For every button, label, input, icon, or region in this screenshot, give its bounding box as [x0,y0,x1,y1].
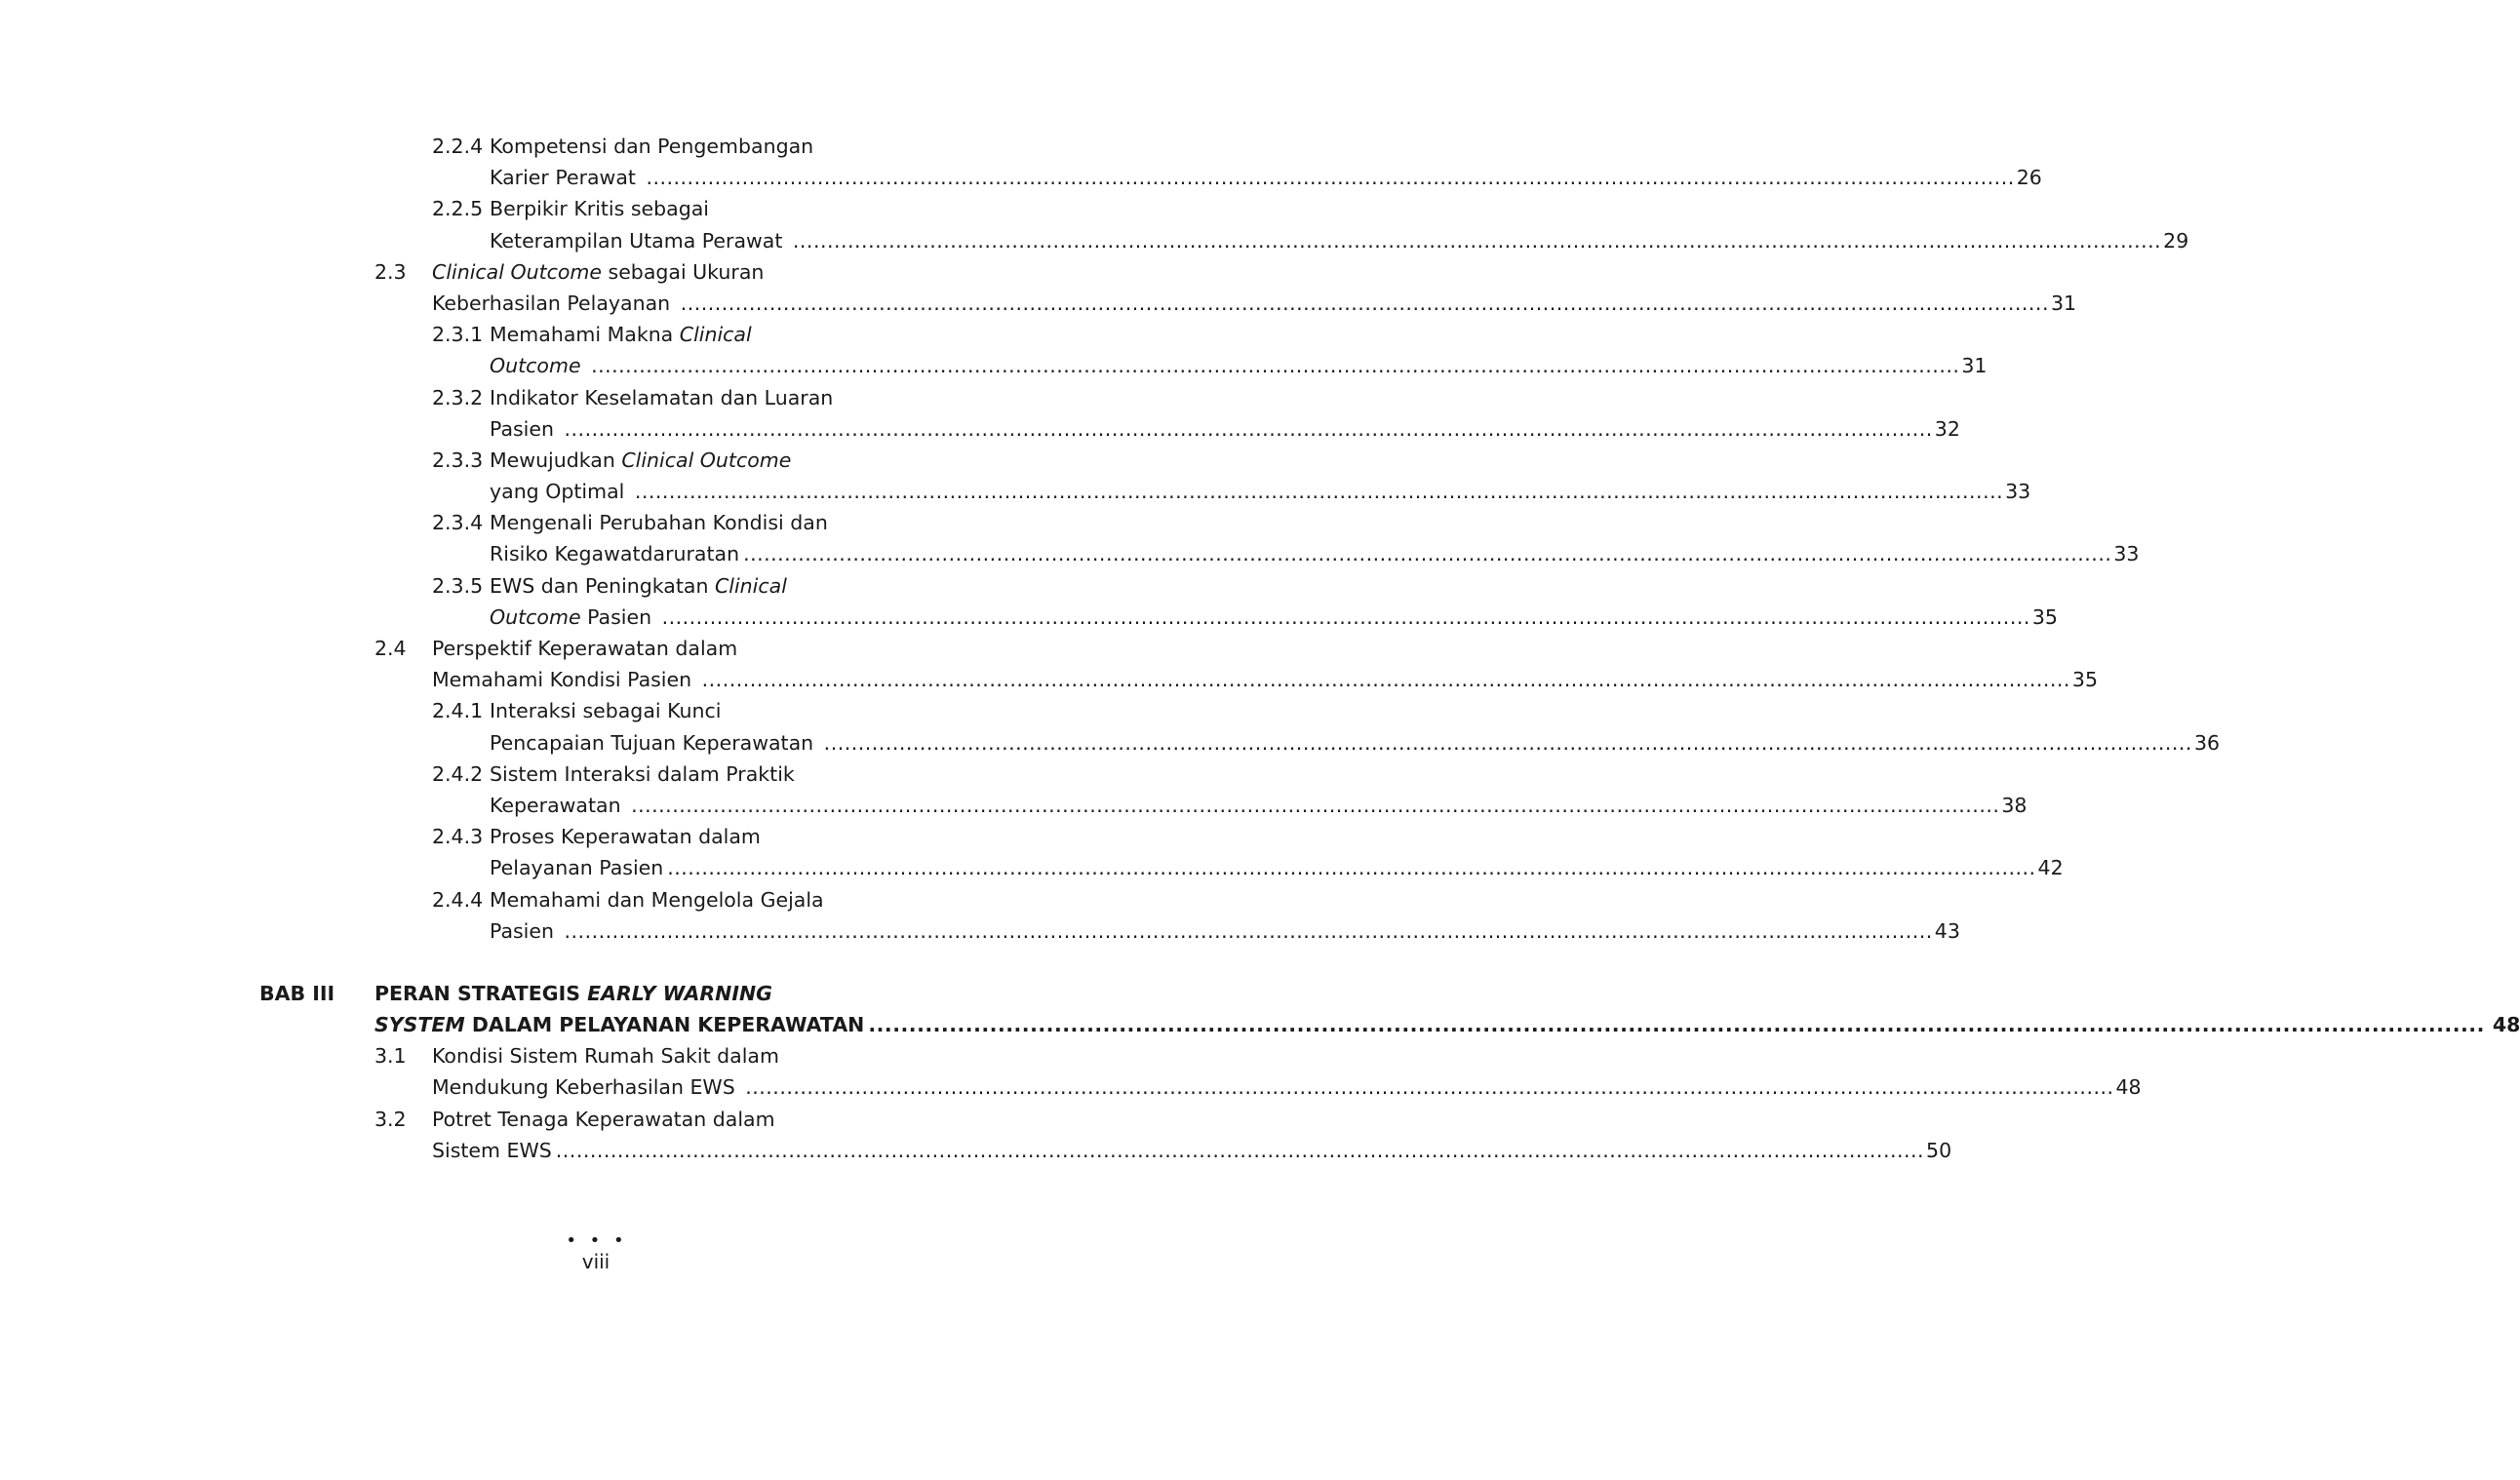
dot-leader: ........................................................................................................................................................................................................ [564,416,1933,441]
title-segment: Keberhasilan Pelayanan [432,291,677,315]
title-segment [581,354,588,377]
toc-entry-number: 2.4 [374,637,407,660]
toc-page-number: 48 [2115,1075,2142,1100]
toc-entry[interactable] [0,821,2064,883]
title-segment: Pasien [490,918,561,943]
toc-page-number: 36 [2193,730,2221,755]
toc-entry[interactable] [0,570,2058,633]
title-segment: Mengenali Perubahan Kondisi dan [490,511,828,535]
toc-entry[interactable] [0,193,2189,255]
toc-entry[interactable] [0,978,2520,1040]
title-segment: Kompetensi dan Pengembangan [490,135,814,158]
toc-entry-number: 2.4.1 [432,699,484,723]
toc-entry-number: BAB III [259,981,335,1005]
toc-entry-title-continued [490,727,820,759]
toc-entry-number: 2.4.3 [432,825,484,849]
toc-entry-number: 2.3.1 [432,323,484,347]
dot-leader: ........................................................................................................................................................................................................ [667,856,2036,880]
toc-entry-number: 2.2.5 [432,197,484,221]
toc-entry-title [490,884,824,915]
title-segment: Memahami Kondisi Pasien [432,668,698,692]
toc-entry-number: 2.4.4 [432,887,484,912]
toc-entry-title [490,695,721,726]
toc-entry[interactable] [0,382,1960,445]
title-segment: Proses Keperawatan dalam [490,825,761,849]
dot-leader: ........................................................................................................................................................................................................ [868,1013,2485,1037]
toc-entry-number: 2.3.3 [432,448,484,472]
toc-entry-title-continued [490,852,663,883]
toc-entry-number: 3.1 [374,1044,407,1069]
toc-entry[interactable] [0,884,1960,947]
toc-entry-leader-line [490,225,2189,256]
toc-entry-number: 2.3 [374,259,407,284]
toc-entry-title-continued [490,413,561,445]
title-segment: Memahami Makna [490,323,680,347]
toc-entry-leader-line [490,915,1960,947]
toc-entry-title [490,570,787,602]
title-segment: DALAM PELAYANAN KEPERAWATAN [464,1013,865,1037]
toc-page-number: 33 [2113,542,2140,566]
toc-page-number: 31 [1961,354,1988,378]
toc-entry-title [490,759,795,790]
section-gap [0,947,1048,978]
toc-page-number: 35 [2071,668,2099,692]
table-of-contents [0,131,2520,1166]
toc-entry-leader-line [432,1135,1952,1166]
toc-entry-leader-line [432,288,2077,319]
toc-entry-leader-line [490,602,2058,633]
dot-leader: ........................................................................................................................................................................................................ [555,1138,1925,1162]
toc-entry-title-continued [432,1135,552,1166]
toc-entry-number: 2.2.4 [432,135,484,158]
toc-entry-leader-line [490,413,1960,445]
dot-leader: ........................................................................................................................................................................................................ [661,604,2030,629]
title-segment: yang Optimal [490,480,631,504]
toc-entry-leader-line [490,852,2064,883]
title-segment: Berpikir Kritis sebagai [490,197,709,221]
toc-page-number: 38 [2001,793,2028,817]
footer-ornament: • • • [566,1230,628,1251]
title-segment: Mewujudkan [490,448,622,472]
toc-entry[interactable] [0,445,2031,507]
dot-leader: ........................................................................................................................................................................................................ [680,291,2049,315]
toc-entry-number: 2.3.5 [432,573,484,598]
dot-leader: ........................................................................................................................................................................................................ [823,730,2192,755]
title-segment: Keterampilan Utama Perawat [490,228,789,253]
title-segment: Risiko Kegawatdaruratan [490,542,740,566]
toc-entry-number: 2.3.2 [432,385,484,409]
toc-entry-leader-line [490,790,2028,821]
title-segment: Clinical Outcome [432,259,602,284]
title-segment: Pasien [580,604,658,629]
toc-page-number: 50 [1926,1138,1952,1162]
title-segment: Indikator Keselamatan dan Luaran [490,385,834,409]
toc-entry-leader-line [490,162,2042,193]
dot-leader: ........................................................................................................................................................................................................ [634,480,2004,504]
toc-entry[interactable] [0,1040,2142,1103]
toc-entry-title-continued [432,288,677,319]
title-segment: Keperawatan [490,793,628,817]
toc-entry-title [490,445,791,476]
toc-entry-title-continued [490,602,658,633]
toc-entry[interactable] [0,695,2221,758]
title-segment: Clinical [714,573,787,598]
toc-page-number: 48 [2492,1013,2520,1037]
toc-entry[interactable] [0,1104,1952,1166]
toc-entry-leader-line [490,538,2140,569]
toc-entry-leader-line [432,1071,2142,1103]
title-segment: Perspektif Keperawatan dalam [432,637,738,660]
toc-entry[interactable] [0,507,2140,569]
toc-entry[interactable] [0,131,2042,193]
toc-entry[interactable] [0,759,2028,821]
title-segment: Pasien [490,416,561,441]
title-segment: Pelayanan Pasien [490,856,664,880]
toc-entry-title-continued [490,790,627,821]
toc-entry-leader-line [374,1009,2520,1040]
dot-leader: ........................................................................................................................................................................................................ [646,166,2015,190]
title-segment: SYSTEM [374,1013,465,1037]
dot-leader: ........................................................................................................................................................................................................ [591,354,1960,378]
toc-page-number: 26 [2016,166,2042,190]
toc-entry-number: 2.4.2 [432,761,484,786]
toc-entry-title-continued [432,1071,741,1103]
toc-entry-title [432,256,764,288]
title-segment: Potret Tenaga Keperawatan dalam [432,1107,775,1131]
toc-entry-title [374,978,772,1009]
dot-leader: ........................................................................................................................................................................................................ [792,228,2162,253]
toc-entry-title [432,633,737,664]
title-segment: Outcome [490,354,581,378]
title-segment: Mendukung Keberhasilan EWS [432,1075,742,1100]
toc-page-number: 42 [2037,856,2064,880]
toc-page-number: 31 [2050,291,2077,315]
title-segment: Interaksi sebagai Kunci [490,699,722,723]
dot-leader: ........................................................................................................................................................................................................ [745,1075,2114,1100]
toc-entry-title [490,382,833,413]
toc-entry-title-continued [490,225,789,256]
title-segment: Pencapaian Tujuan Keperawatan [490,730,820,755]
title-segment: Kondisi Sistem Rumah Sakit dalam [432,1044,779,1069]
title-segment: Clinical Outcome [621,448,792,472]
dot-leader: ........................................................................................................................................................................................................ [631,793,2000,817]
toc-entry-title [490,193,709,224]
toc-entry-title-continued [432,664,698,695]
toc-entry-number: 2.3.4 [432,511,484,535]
title-segment: EARLY WARNING [587,981,772,1005]
title-segment: sebagai Ukuran [602,259,765,284]
toc-page-number: 29 [2163,228,2189,253]
toc-entry-title [490,507,828,538]
toc-entry[interactable] [0,319,1988,381]
toc-page-number: 35 [2031,604,2058,629]
dot-leader: ........................................................................................................................................................................................................ [743,542,2112,566]
toc-entry-leader-line [432,664,2099,695]
toc-entry-title-continued [490,162,642,193]
toc-entry-title-continued [490,476,631,507]
toc-entry-leader-line [490,350,1988,381]
title-segment: EWS dan Peningkatan [490,573,715,598]
toc-entry-title-continued [374,1009,864,1040]
title-segment: Sistem Interaksi dalam Praktik [490,761,795,786]
title-segment: PERAN STRATEGIS [374,981,588,1005]
toc-entry[interactable] [0,256,2077,319]
dot-leader: ........................................................................................................................................................................................................ [564,918,1933,943]
toc-page-number: 33 [2005,480,2031,504]
title-segment: Memahami dan Mengelola Gejala [490,887,824,912]
title-segment: Karier Perawat [490,166,643,190]
title-segment: Outcome [490,604,581,629]
toc-entry-title-continued [490,915,561,947]
dot-leader: ........................................................................................................................................................................................................ [701,668,2070,692]
toc-entry-title [490,131,813,162]
toc-page-number: 32 [1934,416,1960,441]
toc-entry-leader-line [490,727,2221,759]
toc-entry-number: 3.2 [374,1107,407,1131]
title-segment: Sistem EWS [432,1138,552,1162]
toc-entry[interactable] [0,633,2099,695]
toc-entry-title [432,1104,775,1135]
page-number: viii [581,1250,610,1273]
title-segment: Clinical [679,323,752,347]
toc-entry-leader-line [490,476,2031,507]
toc-entry-title [490,821,761,852]
toc-page-number: 43 [1934,918,1960,943]
toc-entry-title-continued [490,538,739,569]
toc-entry-title-continued [490,350,587,381]
toc-entry-title [432,1040,779,1071]
toc-entry-title [490,319,752,350]
